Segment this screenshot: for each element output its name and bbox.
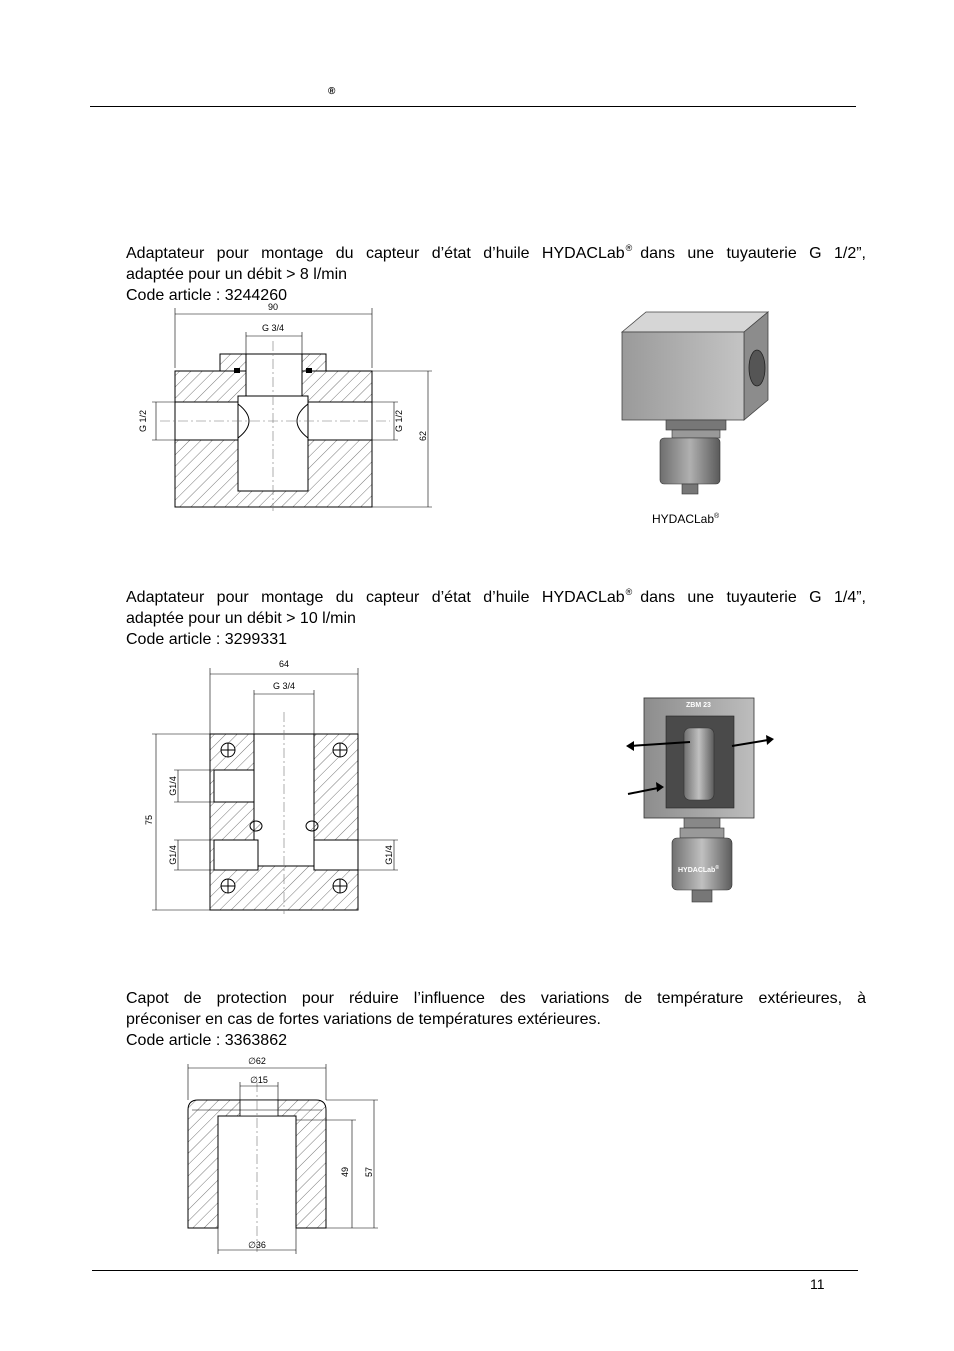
section-1-line1: Adaptateur pour montage du capteur d’état d’huile HYDACLab® dans une tuyauterie G 1/2”,: [126, 243, 866, 262]
dim-left-lower: G1/4: [168, 845, 178, 865]
dim-inner-height: 49: [340, 1166, 350, 1178]
photo-label-zbm: ZBM 23: [686, 702, 711, 709]
dim-top-hole: ∅15: [250, 1075, 268, 1085]
dim-right-port: G 1/2: [394, 409, 404, 433]
dim-height: 62: [418, 430, 428, 442]
section-1-line2: adaptée pour un débit > 8 l/min: [126, 266, 348, 283]
section-1-code: Code article : 3244260: [126, 287, 287, 304]
section-2-code: Code article : 3299331: [126, 631, 287, 648]
adapter-g12-photo: [616, 306, 776, 506]
dim-width: 64: [278, 659, 290, 669]
section-3-text: [126, 988, 866, 1051]
dim-left-upper: G1/4: [168, 776, 178, 796]
adapter-g14-drawing: [138, 652, 410, 920]
adapter-g14-photo: [622, 690, 782, 916]
adapter-g12-drawing: [130, 296, 440, 520]
dim-right-lower: G1/4: [384, 845, 394, 865]
page-number: 11: [810, 1276, 825, 1292]
section-3-line2: préconiser en cas de fortes variations de températures extérieures.: [126, 1011, 601, 1028]
section-2-line1: Adaptateur pour montage du capteur d’état d’huile HYDACLab® dans une tuyauterie G 1/4”,: [126, 587, 866, 606]
dim-height: 75: [144, 814, 154, 826]
protection-cap-drawing: [176, 1052, 386, 1268]
dim-inner: ∅36: [248, 1240, 266, 1250]
section-3-code: Code article : 3363862: [126, 1032, 287, 1049]
header-rule: [90, 106, 856, 107]
photo-label-hydaclab: HYDACLab®: [678, 865, 720, 874]
dim-thread-top: G 3/4: [261, 323, 285, 333]
header-registered-mark: ®: [328, 86, 336, 97]
hydaclab-caption: HYDACLab®: [652, 512, 720, 526]
dim-outer: ∅62: [248, 1056, 266, 1066]
dim-thread-top: G 3/4: [272, 681, 296, 691]
footer-rule: [92, 1270, 858, 1271]
section-2-line2: adaptée pour un débit > 10 l/min: [126, 610, 356, 627]
dim-width: 90: [267, 302, 279, 312]
section-3-line1: Capot de protection pour réduire l’influence des variations de température extérieures, à: [126, 990, 866, 1007]
dim-outer-height: 57: [364, 1166, 374, 1178]
dim-left-port: G 1/2: [138, 409, 148, 433]
section-2-text: [126, 582, 866, 650]
